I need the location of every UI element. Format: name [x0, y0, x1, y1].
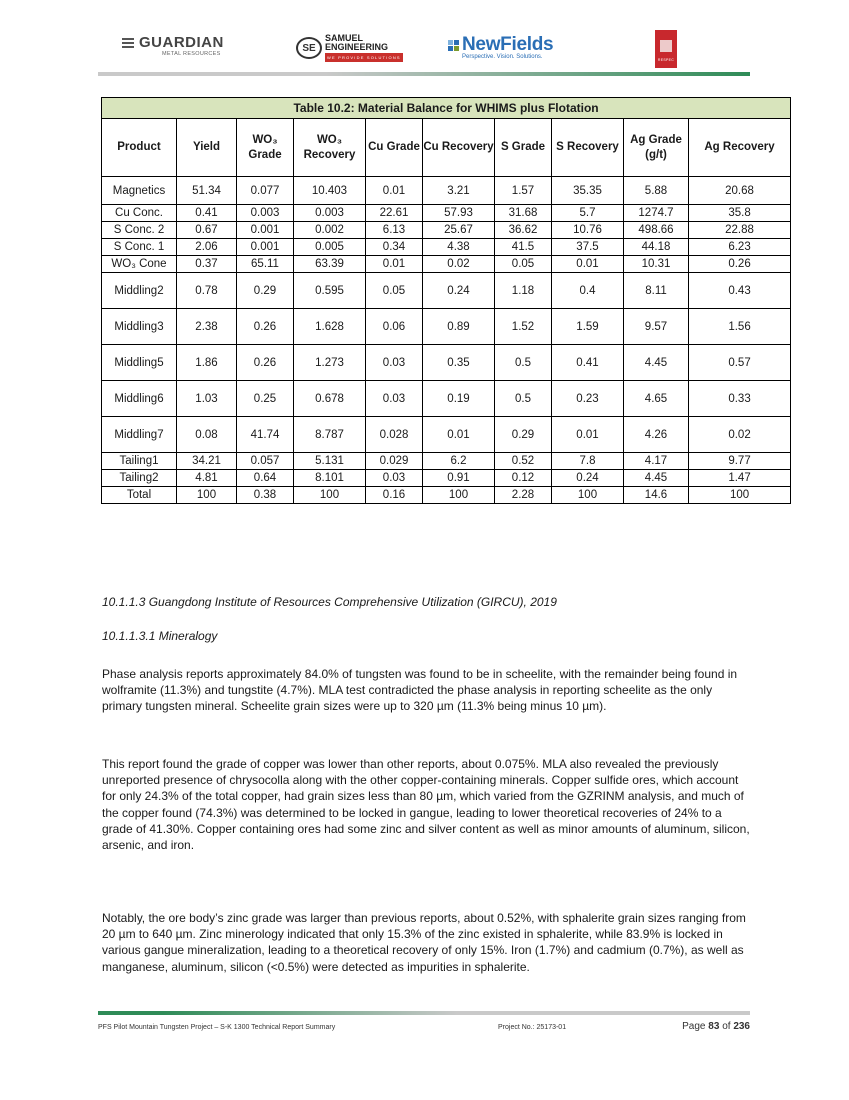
se-badge: SE: [296, 37, 322, 59]
row-label-cell: WO₃ Cone: [102, 256, 177, 273]
table-cell: 0.38: [237, 487, 294, 504]
guardian-bars-icon: [122, 36, 134, 50]
samuel-line2: ENGINEERING: [325, 42, 389, 52]
table-cell: 20.68: [689, 177, 791, 205]
newfields-squares-icon: [448, 40, 459, 51]
table-cell: 9.57: [624, 309, 689, 345]
table-cell: 3.21: [423, 177, 495, 205]
table-cell: 5.7: [552, 205, 624, 222]
column-header: S Recovery: [552, 119, 624, 177]
table-cell: 22.61: [366, 205, 423, 222]
table-cell: 1.18: [495, 273, 552, 309]
table-cell: 1.56: [689, 309, 791, 345]
column-header: S Grade: [495, 119, 552, 177]
table-cell: 1274.7: [624, 205, 689, 222]
table-cell: 0.002: [294, 222, 366, 239]
table-cell: 0.34: [366, 239, 423, 256]
table-cell: 100: [552, 487, 624, 504]
table-header-row: [102, 119, 791, 177]
column-header: Product: [102, 119, 177, 177]
table-cell: 0.52: [495, 453, 552, 470]
table-cell: 4.17: [624, 453, 689, 470]
row-label-cell: Tailing1: [102, 453, 177, 470]
table-cell: 0.12: [495, 470, 552, 487]
table-cell: 0.001: [237, 222, 294, 239]
table-cell: 0.16: [366, 487, 423, 504]
newfields-name: NewFields: [462, 34, 554, 55]
table-cell: 0.19: [423, 381, 495, 417]
table-cell: 8.101: [294, 470, 366, 487]
row-label-cell: S Conc. 1: [102, 239, 177, 256]
table-cell: 5.131: [294, 453, 366, 470]
table-cell: 7.8: [552, 453, 624, 470]
row-label-cell: Magnetics: [102, 177, 177, 205]
samuel-engineering-logo: [296, 34, 403, 62]
table-cell: 2.38: [177, 309, 237, 345]
page-current: 83: [708, 1021, 720, 1032]
row-label-cell: Cu Conc.: [102, 205, 177, 222]
table-row: [102, 470, 791, 487]
table-cell: 1.628: [294, 309, 366, 345]
table-cell: 0.4: [552, 273, 624, 309]
header-rule: [98, 72, 750, 76]
newfields-sub: Perspective. Vision. Solutions.: [462, 54, 543, 60]
table-cell: 0.077: [237, 177, 294, 205]
table-cell: 0.01: [552, 417, 624, 453]
table-cell: 0.003: [294, 205, 366, 222]
material-balance-table: [101, 97, 791, 504]
table-cell: 0.02: [689, 417, 791, 453]
column-header: Yield: [177, 119, 237, 177]
table-row: [102, 273, 791, 309]
table-cell: 0.37: [177, 256, 237, 273]
table-cell: 22.88: [689, 222, 791, 239]
table-cell: 41.5: [495, 239, 552, 256]
table-cell: 0.01: [366, 177, 423, 205]
table-cell: 0.03: [366, 470, 423, 487]
table-cell: 0.26: [237, 345, 294, 381]
column-header: WO₃ Grade: [237, 119, 294, 177]
row-label-cell: Total: [102, 487, 177, 504]
row-label-cell: Tailing2: [102, 470, 177, 487]
table-cell: 65.11: [237, 256, 294, 273]
table-cell: 0.67: [177, 222, 237, 239]
table-cell: 0.24: [423, 273, 495, 309]
table-cell: 34.21: [177, 453, 237, 470]
table-cell: 0.26: [689, 256, 791, 273]
table-cell: 25.67: [423, 222, 495, 239]
page-total: 236: [733, 1021, 750, 1032]
table-cell: 0.5: [495, 345, 552, 381]
section-heading-mineralogy: 10.1.1.3.1 Mineralogy: [102, 629, 218, 643]
table-cell: 4.38: [423, 239, 495, 256]
table-cell: 0.028: [366, 417, 423, 453]
table-cell: 5.88: [624, 177, 689, 205]
column-header: WO₃ Recovery: [294, 119, 366, 177]
table-cell: 2.06: [177, 239, 237, 256]
table-cell: 0.43: [689, 273, 791, 309]
table-cell: 63.39: [294, 256, 366, 273]
table-cell: 2.28: [495, 487, 552, 504]
row-label-cell: Middling5: [102, 345, 177, 381]
table-title: Table 10.2: Material Balance for WHIMS plus Flotation: [102, 98, 791, 119]
respec-word: RESPEC: [657, 58, 675, 62]
table-row: [102, 417, 791, 453]
table-cell: 0.25: [237, 381, 294, 417]
guardian-name: GUARDIAN: [139, 34, 224, 51]
respec-logo: [655, 30, 677, 68]
section-heading-girc: 10.1.1.3 Guangdong Institute of Resources Comprehensive Utilization (GIRCU), 2019: [102, 595, 557, 609]
samuel-line1: SAMUEL: [325, 33, 363, 43]
guardian-sub: METAL RESOURCES: [162, 51, 221, 57]
footer-page-number: [682, 1021, 750, 1032]
table-cell: 1.273: [294, 345, 366, 381]
page-word: Page: [682, 1021, 706, 1032]
paragraph-copper: This report found the grade of copper was lower than other reports, about 0.075%. MLA also revealed the previously unreported presence of chrysocolla along with the other copper-containing minerals. Copper sulfide ores, which account for only 24.3% of the total copper, had grain sizes less than 80 µm, which varied from the GZRINM analysis, and much of the copper found (74.3%) was determined to be locked in gangue, leading to lower theoretical recoveries of 24% to a grade of 41.30%. Copper containing ores had some zinc and silver content as well as minor amounts of aluminum, silicon, arsenic, and iron.: [102, 757, 750, 853]
table-cell: 100: [689, 487, 791, 504]
table-cell: 41.74: [237, 417, 294, 453]
table-cell: 100: [294, 487, 366, 504]
table-cell: 498.66: [624, 222, 689, 239]
table-row: [102, 345, 791, 381]
table-cell: 0.91: [423, 470, 495, 487]
table-row: [102, 222, 791, 239]
table-cell: 4.26: [624, 417, 689, 453]
column-header: Ag Grade (g/t): [624, 119, 689, 177]
footer-rule: [98, 1011, 750, 1015]
row-label-cell: Middling3: [102, 309, 177, 345]
row-label-cell: S Conc. 2: [102, 222, 177, 239]
table-row: [102, 239, 791, 256]
footer-report-title: PFS Pilot Mountain Tungsten Project – S-K 1300 Technical Report Summary: [98, 1024, 336, 1031]
table-cell: 0.23: [552, 381, 624, 417]
column-header: Cu Recovery: [423, 119, 495, 177]
table-cell: 0.26: [237, 309, 294, 345]
table-cell: 14.6: [624, 487, 689, 504]
table-cell: 36.62: [495, 222, 552, 239]
table-row: [102, 309, 791, 345]
table-cell: 0.01: [366, 256, 423, 273]
table-cell: 0.595: [294, 273, 366, 309]
table-cell: 0.41: [177, 205, 237, 222]
table-cell: 0.02: [423, 256, 495, 273]
paragraph-tungsten: Phase analysis reports approximately 84.0% of tungsten was found to be in scheelite, with the remainder being found in wolframite (11.3%) and tungstite (4.7%). MLA test contradicted the phase analysis in reporting scheelite as the only primary tungsten mineral. Scheelite grain sizes were up to 320 µm (11.3% being minus 10 µm).: [102, 667, 738, 714]
table-cell: 10.403: [294, 177, 366, 205]
table-cell: 6.2: [423, 453, 495, 470]
table-cell: 0.05: [366, 273, 423, 309]
page-footer: [98, 1021, 750, 1035]
table-cell: 100: [177, 487, 237, 504]
table-cell: 1.47: [689, 470, 791, 487]
table-body: [102, 177, 791, 504]
table-cell: 0.057: [237, 453, 294, 470]
table-cell: 0.24: [552, 470, 624, 487]
table-cell: 0.5: [495, 381, 552, 417]
table-cell: 0.01: [552, 256, 624, 273]
table-cell: 0.029: [366, 453, 423, 470]
table-cell: 0.06: [366, 309, 423, 345]
table-row: [102, 381, 791, 417]
table-cell: 0.03: [366, 381, 423, 417]
table-cell: 35.8: [689, 205, 791, 222]
table-cell: 51.34: [177, 177, 237, 205]
table-cell: 10.31: [624, 256, 689, 273]
page-header: [98, 30, 750, 78]
table-cell: 1.03: [177, 381, 237, 417]
table-cell: 31.68: [495, 205, 552, 222]
table-cell: 0.678: [294, 381, 366, 417]
table-row: [102, 453, 791, 470]
table-row: [102, 205, 791, 222]
respec-mark-icon: [660, 40, 672, 52]
table-cell: 0.03: [366, 345, 423, 381]
table-cell: 35.35: [552, 177, 624, 205]
table-cell: 0.41: [552, 345, 624, 381]
table-cell: 0.005: [294, 239, 366, 256]
table-cell: 4.45: [624, 470, 689, 487]
guardian-logo: [122, 34, 224, 57]
table-cell: 1.57: [495, 177, 552, 205]
table-cell: 10.76: [552, 222, 624, 239]
row-label-cell: Middling2: [102, 273, 177, 309]
table-row: [102, 256, 791, 273]
table-cell: 57.93: [423, 205, 495, 222]
table-cell: 0.89: [423, 309, 495, 345]
table-row: [102, 177, 791, 205]
paragraph-zinc: Notably, the ore body’s zinc grade was larger than previous reports, about 0.52%, with sphalerite grain sizes ranging from 20 µm to 640 µm. Zinc minerology indicated that only 15.3% of the zinc existed in sphalerite, while 83.9% is locked in various gangue mineralization, leading to a theoretical recovery of only 15%. Iron (1.7%) and cadmium (0.7%), as well as manganese, aluminum, silicon (<0.5%) were detected as impurities in sphalerite.: [102, 911, 746, 974]
table-cell: 8.787: [294, 417, 366, 453]
table-cell: 0.35: [423, 345, 495, 381]
table-cell: 0.05: [495, 256, 552, 273]
table-cell: 0.003: [237, 205, 294, 222]
table-cell: 0.08: [177, 417, 237, 453]
table-cell: 44.18: [624, 239, 689, 256]
table-cell: 0.29: [495, 417, 552, 453]
table-cell: 9.77: [689, 453, 791, 470]
table-cell: 0.29: [237, 273, 294, 309]
newfields-logo: [448, 34, 553, 60]
table-cell: 37.5: [552, 239, 624, 256]
row-label-cell: Middling7: [102, 417, 177, 453]
table-cell: 1.52: [495, 309, 552, 345]
column-header: Ag Recovery: [689, 119, 791, 177]
column-header: Cu Grade: [366, 119, 423, 177]
table-cell: 4.45: [624, 345, 689, 381]
row-label-cell: Middling6: [102, 381, 177, 417]
table-cell: 0.33: [689, 381, 791, 417]
table-cell: 4.65: [624, 381, 689, 417]
table-cell: 6.13: [366, 222, 423, 239]
footer-project-number: Project No.: 25173-01: [498, 1024, 567, 1031]
table-cell: 6.23: [689, 239, 791, 256]
table-row: [102, 487, 791, 504]
table-cell: 4.81: [177, 470, 237, 487]
table-cell: 1.59: [552, 309, 624, 345]
table-cell: 1.86: [177, 345, 237, 381]
of-word: of: [722, 1021, 731, 1032]
table-cell: 0.01: [423, 417, 495, 453]
table-cell: 100: [423, 487, 495, 504]
table-cell: 0.001: [237, 239, 294, 256]
table-cell: 0.64: [237, 470, 294, 487]
table-cell: 0.57: [689, 345, 791, 381]
table-cell: 8.11: [624, 273, 689, 309]
table-cell: 0.78: [177, 273, 237, 309]
samuel-tagline: WE PROVIDE SOLUTIONS: [327, 55, 401, 60]
